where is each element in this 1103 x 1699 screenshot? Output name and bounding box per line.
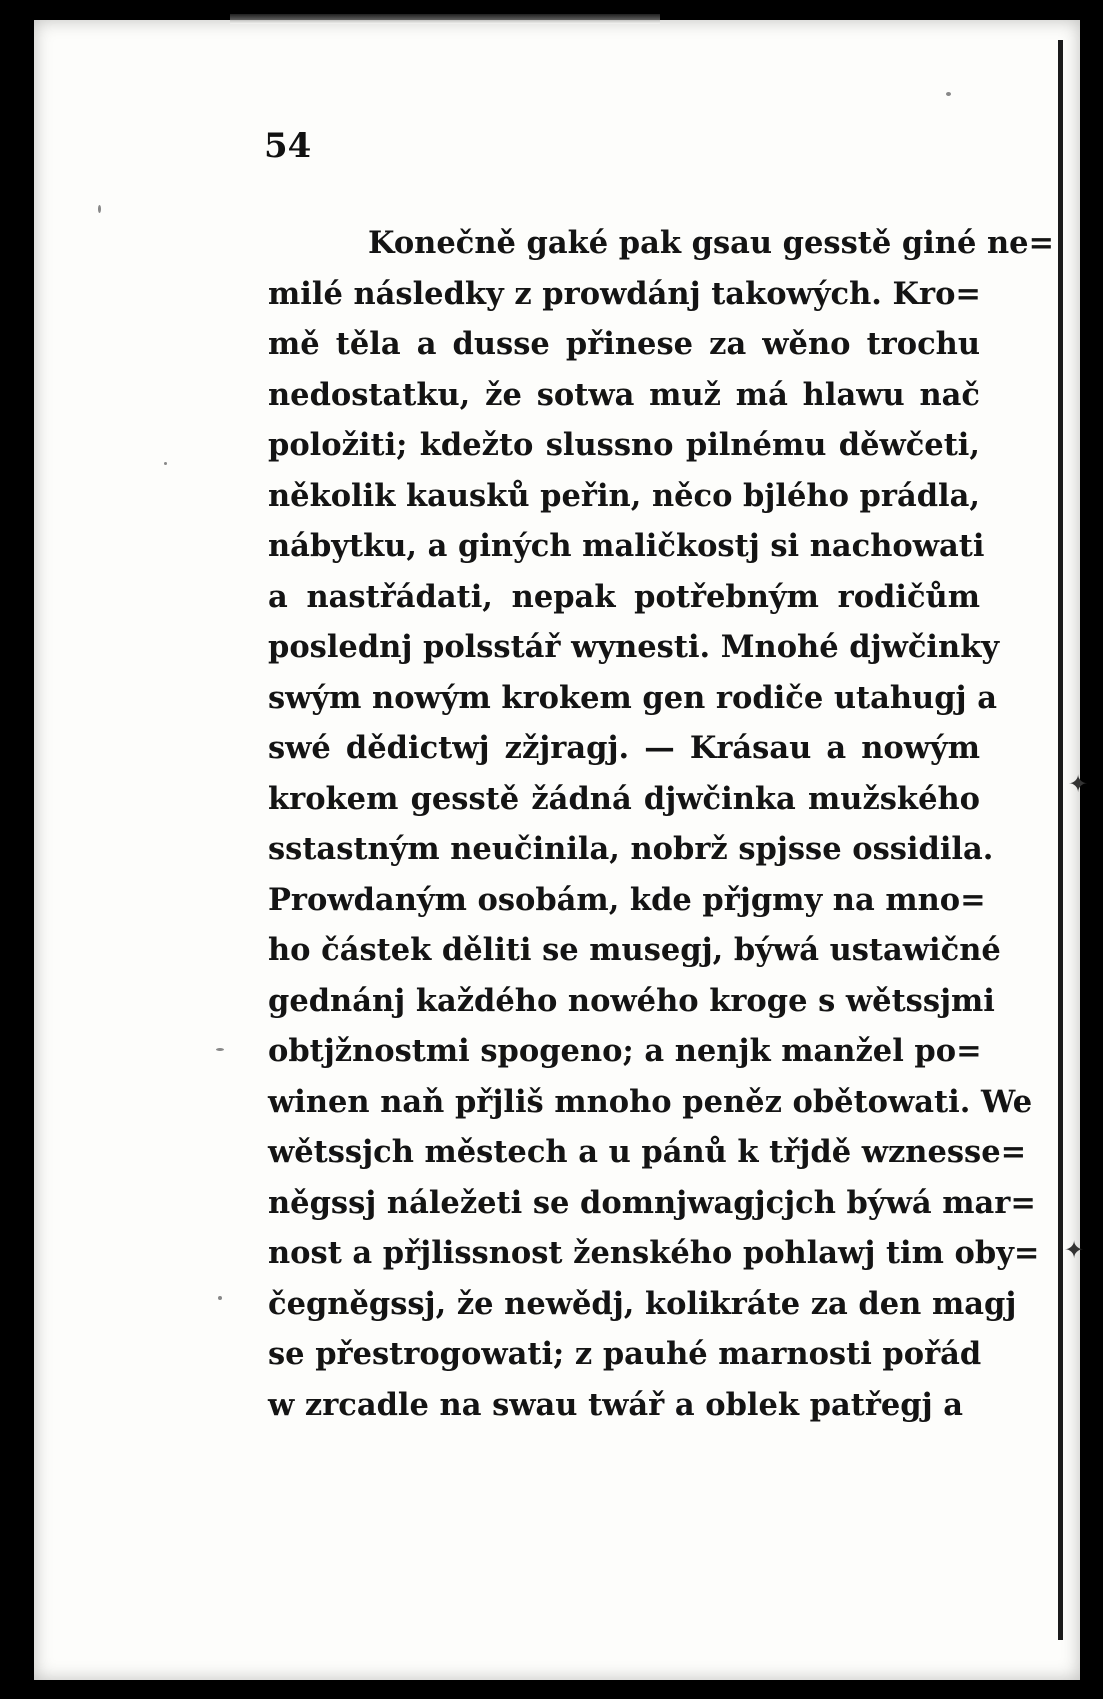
text-line: krokem gesstě žádná djwčinka mužského — [268, 780, 980, 817]
text-line: gednánj každého nowého kroge s wětssjmi — [268, 982, 995, 1019]
page-right-edge-line — [1058, 40, 1063, 1640]
text-line: swým nowým krokem gen rodiče utahugj a — [268, 679, 997, 716]
text-line: nábytku, a giných maličkostj si nachowati — [268, 528, 985, 564]
paper-speck — [946, 92, 951, 96]
text-line: se přestrogowati; z pauhé marnosti pořád — [268, 1336, 982, 1372]
margin-mark: ✦ — [1068, 770, 1089, 798]
text-line: mě těla a dusse přinese za wěno trochu — [268, 326, 980, 362]
text-line: sstastným neučinila, nobrž spjsse ossidila. — [268, 831, 994, 867]
paper-speck — [164, 462, 167, 465]
text-line: položiti; kdežto slussno pilnému děwčeti, — [268, 427, 980, 463]
text-line: poslednj polsstář wynesti. Mnohé djwčinky — [268, 629, 1000, 665]
text-line: a nastřádati, nepak potřebným rodičům — [268, 578, 980, 615]
page-top-edge — [230, 14, 660, 24]
text-line: nost a přjlissnost ženského pohlawj tim oby= — [268, 1235, 1040, 1271]
text-line: nedostatku, že sotwa muž má hlawu nač — [268, 376, 980, 413]
text-line: w zrcadle na swau twář a oblek patřegj a — [268, 1386, 964, 1423]
paper-speck — [98, 205, 101, 213]
paper-speck — [218, 1296, 222, 1300]
text-line: winen naň přjliš mnoho peněz obětowati. We — [268, 1083, 1033, 1120]
text-line: milé následky z prowdánj takowých. Kro= — [268, 275, 981, 312]
text-line: čegněgssj, že newědj, kolikráte za den magj — [268, 1285, 1017, 1322]
text-line: obtjžnostmi spogeno; a nenjk manžel po= — [268, 1033, 982, 1069]
text-line: wětssjch městech a u pánů k třjdě wznesse= — [268, 1134, 1027, 1170]
text-line: swé dědictwj zžjragj. — Krásau a nowým — [268, 730, 980, 766]
page-number: 54 — [264, 126, 312, 166]
text-line: Konečně gaké pak gsau gesstě giné ne= — [368, 225, 1055, 261]
margin-mark: ✦ — [1064, 1236, 1085, 1264]
text-line: ho částek děliti se musegj, býwá ustawičné — [268, 932, 1001, 968]
text-line: něgssj náležeti se domnjwagjcjch býwá mar= — [268, 1184, 1036, 1221]
text-line: Prowdaným osobám, kde přjgmy na mno= — [268, 881, 986, 918]
text-line: několik kausků peřin, něco bjlého prádla, — [268, 477, 980, 514]
page-text — [268, 218, 1055, 1430]
paper-speck — [216, 1048, 224, 1051]
